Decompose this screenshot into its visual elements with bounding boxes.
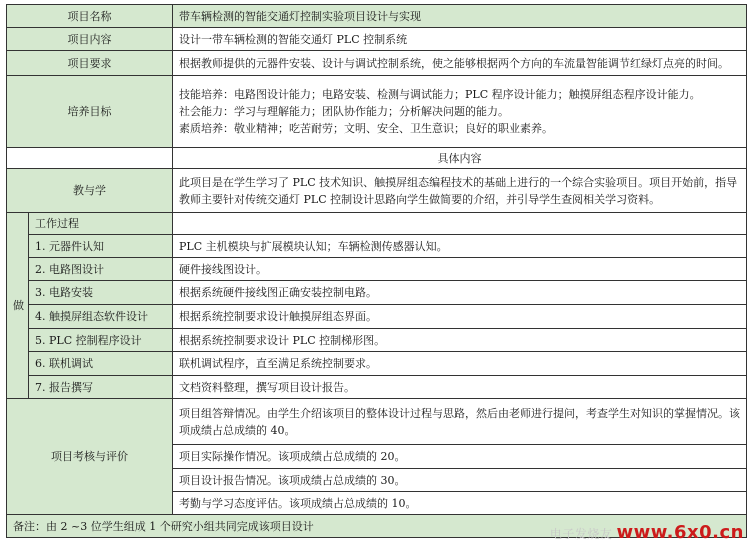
specific-header-blank	[7, 148, 173, 169]
step-content: 联机调试程序，直至满足系统控制要求。	[173, 352, 747, 376]
step-name: 2. 电路图设计	[29, 258, 173, 281]
step-content: 硬件接线图设计。	[173, 258, 747, 281]
work-process-label: 工作过程	[29, 213, 173, 235]
table-row	[7, 352, 747, 376]
project-content-value: 设计一带车辆检测的智能交通灯 PLC 控制系统	[173, 28, 747, 51]
step-content: 文档资料整理，撰写项目设计报告。	[173, 376, 747, 399]
project-name-value: 带车辆检测的智能交通灯控制实验项目设计与实现	[173, 5, 747, 28]
row-assessment-1	[7, 399, 747, 445]
project-content-label: 项目内容	[7, 28, 173, 51]
project-requirement-label: 项目要求	[7, 51, 173, 76]
watermark-brand: www.6x0.cn	[616, 522, 744, 543]
step-name: 7. 报告撰写	[29, 376, 173, 399]
specific-content-header: 具体内容	[173, 148, 747, 169]
row-project-content	[7, 28, 747, 51]
teach-learn-value: 此项目是在学生学习了 PLC 技术知识、触摸屏组态编程技术的基础上进行的一个综合实验项目。项目开始前，指导教师主要针对传统交通灯 PLC 控制设计思路向学生做简要的介绍，并引导学生查阅相关学习资料。	[173, 169, 747, 213]
step-name: 1. 元器件认知	[29, 235, 173, 258]
row-project-requirement	[7, 51, 747, 76]
project-table	[6, 4, 747, 538]
training-goal-skills: 技能培养：电路图设计能力；电路安装、检测与调试能力；PLC 程序设计能力；触摸屏组态程序设计能力。	[179, 88, 701, 101]
training-goals-label: 培养目标	[7, 76, 173, 148]
teach-learn-label: 教与学	[7, 169, 173, 213]
training-goal-social: 社会能力：学习与理解能力；团队协作能力；分析解决问题的能力。	[179, 105, 509, 118]
row-project-name	[7, 5, 747, 28]
table-row	[7, 235, 747, 258]
assessment-item: 项目实际操作情况。该项成绩占总成绩的 20。	[173, 445, 747, 469]
table-row	[7, 305, 747, 329]
training-goals-value	[173, 76, 747, 148]
do-label: 做	[7, 213, 29, 399]
assessment-item: 项目设计报告情况。该项成绩占总成绩的 30。	[173, 469, 747, 492]
assessment-item: 考勤与学习态度评估。该项成绩占总成绩的 10。	[173, 492, 747, 515]
training-goal-quality: 素质培养：敬业精神；吃苦耐劳；文明、安全、卫生意识；良好的职业素养。	[179, 122, 553, 135]
table-row	[7, 281, 747, 305]
table-row	[7, 258, 747, 281]
step-content: PLC 主机模块与扩展模块认知；车辆检测传感器认知。	[173, 235, 747, 258]
project-requirement-value: 根据教师提供的元器件安装、设计与调试控制系统，使之能够根据两个方向的车流量智能调节红绿灯点亮的时间。	[173, 51, 747, 76]
step-name: 6. 联机调试	[29, 352, 173, 376]
step-content: 根据系统控制要求设计 PLC 控制梯形图。	[173, 329, 747, 352]
step-name: 3. 电路安装	[29, 281, 173, 305]
step-name: 4. 触摸屏组态软件设计	[29, 305, 173, 329]
note-text: 备注：由 2 ~3 位学生组成 1 个研究小组共同完成该项目设计	[7, 515, 747, 538]
table-row	[7, 329, 747, 352]
table-row	[7, 376, 747, 399]
row-teach-learn	[7, 169, 747, 213]
work-process-blank	[173, 213, 747, 235]
assessment-label: 项目考核与评价	[7, 399, 173, 515]
step-content: 根据系统硬件接线图正确安装控制电路。	[173, 281, 747, 305]
assessment-item: 项目组答辩情况。由学生介绍该项目的整体设计过程与思路，然后由老师进行提问，考查学生对知识的掌握情况。该项成绩占总成绩的 40。	[173, 399, 747, 445]
step-content: 根据系统控制要求设计触摸屏组态界面。	[173, 305, 747, 329]
watermark-logo	[550, 522, 744, 543]
row-training-goals	[7, 76, 747, 148]
project-name-label: 项目名称	[7, 5, 173, 28]
watermark-faint-text: 电子发烧友	[549, 527, 613, 541]
row-work-process	[7, 213, 747, 235]
row-specific-header	[7, 148, 747, 169]
step-name: 5. PLC 控制程序设计	[29, 329, 173, 352]
